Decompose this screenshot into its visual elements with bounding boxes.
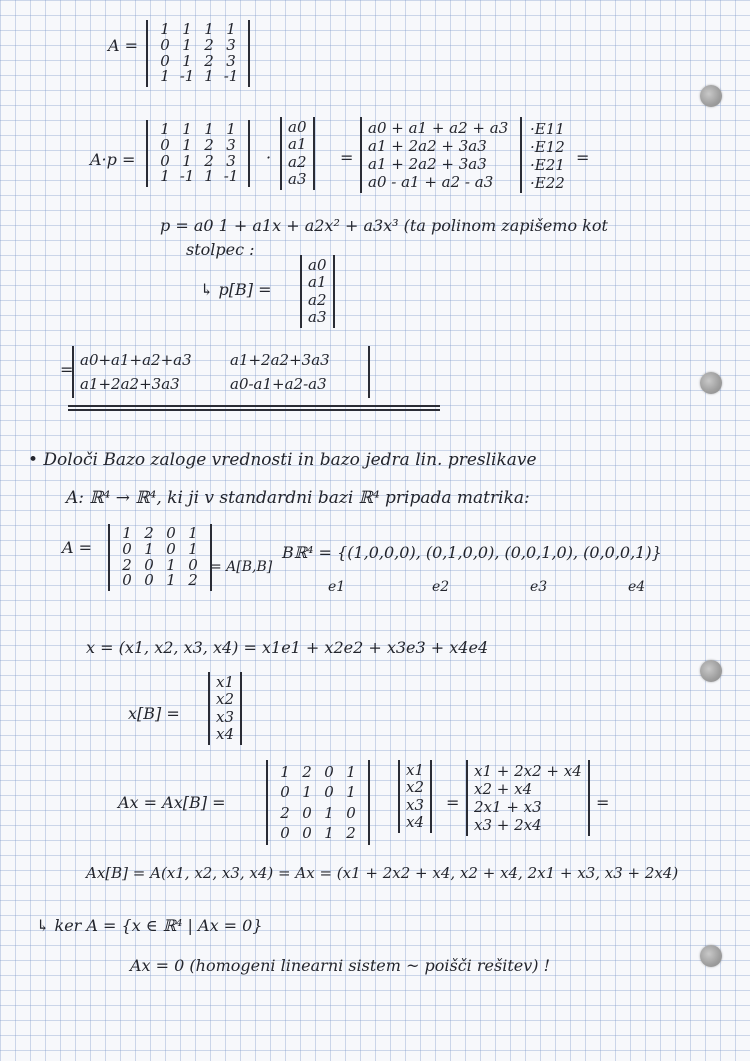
matrix-entry: 1	[160, 167, 170, 186]
equals-sign: =	[576, 148, 590, 167]
vector-entry: a1	[288, 135, 307, 154]
matrix-entry: 2	[204, 135, 214, 154]
polynomial-line: p = a0 1 + a1x + a2x² + a3x³ (ta polinom zapišemo kot	[160, 216, 608, 235]
matrix-entry: 3	[226, 135, 236, 154]
A-matrix	[146, 20, 250, 87]
task-line-2: A: ℝ⁴ → ℝ⁴, ki ji v standardni bazi ℝ⁴ pripada matrika:	[66, 488, 530, 508]
matrix-entry: 1	[182, 151, 192, 170]
matrix-entry: 3	[226, 35, 236, 54]
final-cell: a1+2a2+3a3	[230, 351, 330, 369]
matrix-entry: 0	[324, 763, 334, 781]
equals-sign: =	[340, 148, 354, 167]
long-line: Ax[B] = A(x1, x2, x3, x4) = Ax = (x1 + 2x2 + x4, x2 + x4, 2x1 + x3, x3 + 2x4)	[86, 864, 679, 882]
A-basis-label: = A[B,B]	[210, 559, 273, 575]
matrix-entry: 1	[160, 67, 170, 86]
basis-name: e3	[530, 579, 548, 595]
matrix-entry: 2	[188, 571, 198, 590]
matrix-entry: 1	[324, 803, 334, 822]
vector-entry: a0	[308, 256, 327, 274]
binder-hole	[700, 660, 722, 682]
result-entry: a0 + a1 + a2 + a3	[368, 119, 509, 137]
matrix-entry: 0	[122, 571, 132, 590]
result-entry: x2 + x4	[474, 780, 533, 798]
Ax-matrix	[266, 760, 370, 845]
matrix-entry: 0	[160, 51, 170, 70]
Ax-vector	[398, 760, 432, 833]
matrix-entry: 1	[302, 783, 312, 802]
vector-entry: x3	[216, 707, 235, 726]
result-vector	[360, 117, 522, 193]
result-entry: x3 + 2x4	[474, 816, 542, 834]
Ap-label: A·p =	[90, 150, 136, 169]
ker-line: ↳ ker A = {x ∈ ℝ⁴ | Ax = 0}	[36, 916, 263, 935]
matrix-entry: 0	[302, 803, 312, 822]
matrix-entry: 1	[188, 524, 198, 542]
Ax-result	[466, 760, 590, 836]
A-label: A =	[108, 36, 139, 55]
matrix-entry: 0	[302, 823, 312, 842]
result-entry: 2x1 + x3	[474, 798, 542, 816]
matrix-entry: -1	[179, 167, 195, 186]
matrix-entry: 0	[122, 539, 132, 558]
pB-vector	[300, 255, 335, 328]
binder-hole	[700, 85, 722, 107]
x-decomposition: x = (x1, x2, x3, x4) = x1e1 + x2e2 + x3e3 + x4e4	[86, 638, 489, 657]
matrix-entry: 1	[324, 823, 334, 842]
matrix-entry: 1	[204, 20, 214, 38]
p-vector	[280, 117, 315, 190]
vector-entry: x1	[406, 761, 425, 779]
matrix-entry: 3	[226, 151, 236, 170]
basis-tag: ·E21	[530, 156, 565, 174]
matrix-entry: 0	[160, 135, 170, 154]
matrix-entry: 2	[204, 151, 214, 170]
vector-entry: a2	[288, 152, 307, 171]
vector-entry: x4	[216, 724, 235, 743]
matrix-entry: 2	[204, 35, 214, 54]
basis-tag: ·E22	[530, 174, 565, 192]
vector-entry: x1	[216, 673, 235, 691]
matrix-entry: 1	[182, 120, 192, 138]
matrix-entry: 0	[144, 571, 154, 590]
xB-label: x[B] =	[128, 704, 180, 723]
vector-entry: x2	[406, 778, 425, 797]
result-entry: x1 + 2x2 + x4	[474, 762, 582, 780]
matrix-entry: 1	[188, 539, 198, 558]
matrix-entry: 0	[166, 524, 176, 542]
binder-hole	[700, 372, 722, 394]
matrix-entry: 1	[204, 167, 214, 186]
Ax-label: Ax = Ax[B] =	[118, 793, 226, 812]
matrix-entry: 1	[182, 51, 192, 70]
vector-entry: a1	[308, 273, 327, 292]
final-cell: a1+2a2+3a3	[80, 375, 180, 393]
polynomial-line-2: stolpec :	[186, 240, 255, 259]
binder-hole	[700, 945, 722, 967]
matrix-entry: 0	[160, 35, 170, 54]
matrix-entry: 1	[166, 555, 176, 574]
basis-name: e2	[432, 579, 450, 595]
equals-sign: =	[596, 793, 610, 812]
matrix-entry: -1	[179, 67, 195, 86]
A2-label: A =	[62, 538, 93, 557]
matrix-entry: 2	[280, 803, 290, 822]
underline	[68, 409, 440, 411]
matrix-entry: 1	[166, 571, 176, 590]
matrix-entry: -1	[223, 167, 239, 186]
final-cell: a0-a1+a2-a3	[230, 375, 327, 393]
A2-matrix	[108, 524, 212, 591]
final-matrix	[72, 346, 370, 398]
matrix-entry: 2	[204, 51, 214, 70]
result-entry: a1 + 2a2 + 3a3	[368, 137, 487, 155]
matrix-entry: 0	[144, 555, 154, 574]
basis-name: e4	[628, 579, 646, 595]
vector-entry: a3	[288, 169, 307, 188]
matrix-entry: 1	[346, 783, 356, 802]
basis-tag: ·E12	[530, 138, 565, 156]
matrix-entry: 0	[280, 783, 290, 802]
Ap-matrix	[146, 120, 250, 187]
basis-name: e1	[328, 579, 346, 595]
matrix-entry: 0	[160, 151, 170, 170]
matrix-entry: -1	[223, 67, 239, 86]
matrix-entry: 3	[226, 51, 236, 70]
matrix-entry: 2	[302, 763, 312, 781]
matrix-entry: 1	[182, 20, 192, 38]
matrix-entry: 1	[182, 135, 192, 154]
basis-set: Bℝ⁴ = {(1,0,0,0), (0,1,0,0), (0,0,1,0), (0,0,0,1)}	[282, 543, 662, 562]
matrix-entry: 1	[122, 524, 132, 542]
result-entry: a1 + 2a2 + 3a3	[368, 155, 487, 173]
result-tags	[530, 120, 565, 192]
matrix-entry: 2	[122, 555, 132, 574]
matrix-entry: 1	[182, 35, 192, 54]
matrix-entry: 0	[346, 803, 356, 822]
vector-entry: a3	[308, 307, 327, 326]
matrix-entry: 1	[226, 20, 236, 38]
matrix-entry: 1	[160, 20, 170, 38]
dot-operator: ·	[266, 148, 272, 167]
matrix-entry: 1	[144, 539, 154, 558]
result-entry: a0 - a1 + a2 - a3	[368, 173, 494, 191]
vector-entry: a2	[308, 290, 327, 309]
equals-sign: =	[446, 793, 460, 812]
final-cell: a0+a1+a2+a3	[80, 351, 192, 369]
matrix-entry: 1	[204, 120, 214, 138]
basis-tag: ·E11	[530, 120, 565, 138]
homogeneous-line: Ax = 0 (homogeni linearni sistem ~ poišči rešitev) !	[130, 956, 551, 975]
matrix-entry: 0	[324, 783, 334, 802]
vector-entry: a0	[288, 118, 307, 136]
task-line-1: • Določi Bazo zaloge vrednosti in bazo jedra lin. preslikave	[28, 450, 537, 470]
matrix-entry: 2	[144, 524, 154, 542]
matrix-entry: 0	[188, 555, 198, 574]
vector-entry: x3	[406, 795, 425, 814]
xB-vector	[208, 672, 242, 745]
underline	[68, 405, 440, 407]
matrix-entry: 1	[160, 120, 170, 138]
matrix-entry: 1	[204, 67, 214, 86]
matrix-entry: 1	[346, 763, 356, 781]
matrix-entry: 0	[280, 823, 290, 842]
pB-label: ↳ p[B] =	[200, 280, 272, 299]
equals-sign: =	[60, 360, 74, 379]
vector-entry: x2	[216, 690, 235, 709]
matrix-entry: 2	[346, 823, 356, 842]
matrix-entry: 1	[280, 763, 290, 781]
matrix-entry: 1	[226, 120, 236, 138]
matrix-entry: 0	[166, 539, 176, 558]
vector-entry: x4	[406, 812, 425, 831]
